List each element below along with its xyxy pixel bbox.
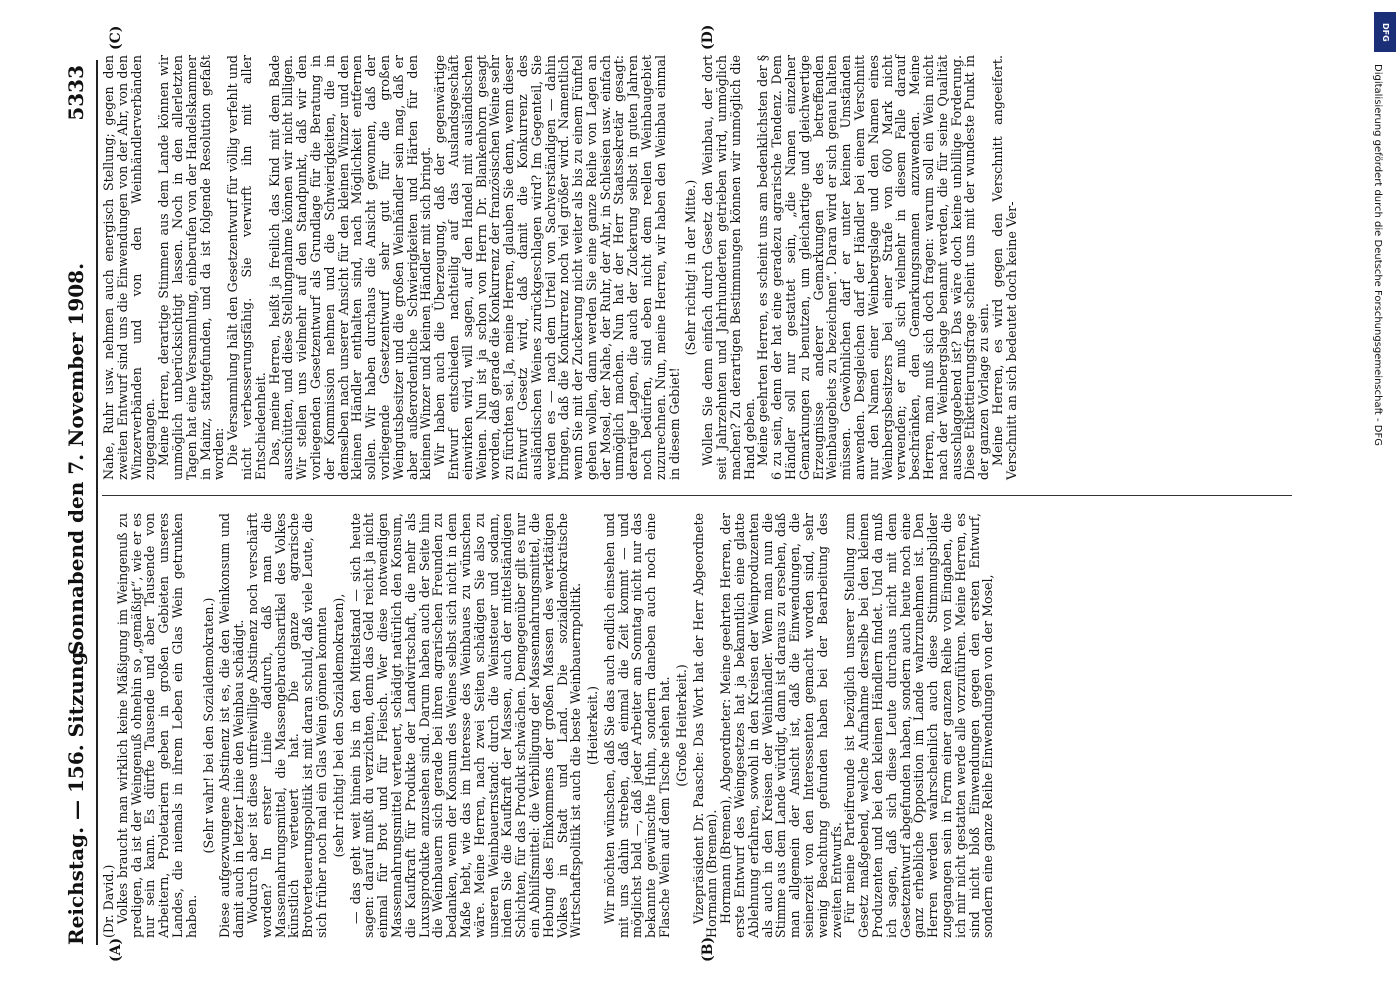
paragraph: (Dr. David.) [101,864,116,938]
digitization-footer [1372,4,1400,994]
margin-mark-c: (C) [108,25,124,50]
page-number: 5333 [64,65,88,121]
paragraph: Volkes braucht man wirklich keine Mäßigung im Weingenuß zu predigen, da ist der Weingenuß ohnehin so „gemäßigt“, wie er es nur sein kann. Es dürfte Tausende und aber Tausende von Arbeitern, Proletariern geben in großen Gebieten unseres Landes, die niemals in ihrem Leben ein Glas Wein getrunken haben. [114,513,199,938]
paragraph: Hormann (Bremen), Abgeordneter: Meine geehrten Herren, der erste Entwurf des Weingesetzes hat ja bekanntlich eine glatte Ablehnung erfahren, sowohl in den Kreisen der Weinproduzenten als auch in den Kreisen der Weinhändler. Wenn man nun die Stimme aus dem Lande würdigt, dann ist daraus zu ersehen, daß man allgemein der Ansicht ist, daß die Einwendungen, die seinerzeit von den Interessenten gemacht worden sind, sehr wenig Beachtung gefunden haben bei der Bearbeitung des zweiten Entwurfs. [718,513,844,938]
paragraph: Wodurch aber ist diese unfreiwillige Abstinenz noch verschärft worden? In erster Linie dadurch, daß man die Massennahrungsmittel, die Massengebrauchsartikel des Volkes künstlich verteuert hat. Die ganze agrarische Brotverteuerungspolitik ist mit daran schuld, daß viele Leute, die sich früher noch mal ein Glas Wein gönnen konnten [244,513,329,938]
interjection: (Große Heiterkeit.) [673,664,689,787]
header-left: Reichstag. — 156. Sitzung. [64,644,88,945]
margin-mark-a: (A) [108,937,124,962]
header-center: Sonnabend den 7. November 1908. [64,262,88,655]
margin-mark-b: (B) [700,936,716,962]
page-header [60,65,94,945]
margin-mark-d: (D) [700,24,716,50]
paragraph: Für meine Parteifreunde ist bezüglich unserer Stellung zum Gesetz maßgebend, welche Aufnahme derselbe bei den kleinen Produzenten und bei den kleinen Händlern findet. Und da muß ich sagen, daß sich diese Leute durchaus nicht mit dem Gesetzentwurf abgefunden haben, sondern auch heute noch eine ganz erhebliche Opposition im Lande wahrzunehmen ist. Den Herren werden wahrscheinlich auch diese Stimmungsbilder zugegangen sein in Form einer ganzen Reihe von Eingaben, die ich mir nicht gestatten werde alle vorzuführen. Meine Herren, es sind nicht bloß Einwendungen gegen den ersten Entwurf, sondern eine ganze Reihe Einwendungen von der Mosel, [842,513,996,938]
dfg-logo: DFG [1374,12,1396,52]
paragraph: Wir haben auch die Überzeugung, daß der gegenwärtige Entwurf entschieden nachteilig auf das Auslandsgeschäft einwirken wird, will sagen, auf den Handel mit ausländischen Weinen. Nun ist ja schon von Herrn Dr. Blankenhorn gesagt worden, daß gerade die Konkurrenz der französischen Weine sehr zu fürchten sei. Ja, meine Herren, glauben Sie denn, wenn dieser Entwurf Gesetz wird, daß damit die Konkurrenz des ausländischen Weines zurückgeschlagen wird? Im Gegenteil, Sie werden es — nach dem Urteil von Sachverständigen — dahin bringen, daß die Konkurrenz noch viel größer wird. Namentlich wenn Sie mit der Zuckerung nicht weiter als bis zu einem Fünftel gehen wollen, dann werden Sie eine ganze Reihe von Lagen an der Mosel, der Nahe, der Ruhr, der Ahr, in Schlesien usw. einfach unmöglich machen. Nun hat der Herr Staatssekretär gesagt: derartige Lagen, die auch der Zuckerung selbst in guten Jahren noch bedürfen, sind eben nicht dem reellen Weinbaugebiet zuzurechnen. Nun, meine Herren, wir haben den Weinbau einmal in diesem Gebiet! [432,55,682,480]
interjection: (Heiterkeit.) [585,686,601,765]
paragraph: Vizepräsident Dr. Paasche: Das Wort hat der Herr Abgeordnete Hormann (Bremen). [690,513,720,938]
paragraph: Meine geehrten Herren, es scheint uns am bedenklichsten der § 6 zu sein, denn der hat eine geradezu agrarische Tendenz. Dem Händler soll nur gestattet sein, „die Namen einzelner Gemarkungen zu benutzen, um gleichartige und gleichwertige Erzeugnisse anderer Gemarkungen des betreffenden Weinbaugebiets zu bezeichnen“. Daran wird er sich genau halten müssen. Gewöhnlichen darf er unter keinen Umständen anwenden. Desgleichen darf der Händler bei einem Verschnitt nur den Namen einer Weinbergslage und den Namen eines Weinbergsbesitzers bei einer Strafe von 600 Mark nicht verwenden; er muß sich vielmehr in diesem Falle darauf beschränken, den Gemarkungsnamen anzuwenden. Meine Herren, man muß sich doch fragen: warum soll ein Wein nicht nach der Weinbergslage benannt werden, die für seine Qualität ausschlaggebend ist? Das wäre doch keine unbillige Forderung. Diese Etikettierungsfrage scheint uns mit der wundeste Punkt in der ganzen Vorlage zu sein. [755,55,992,480]
paragraph: Wir möchten wünschen, daß Sie das auch endlich einsehen und mit uns dahin streben, daß einmal die Zeit kommt — und möglichst bald —, daß jeder Arbeiter am Sonntag nicht nur das bekannte gewünschte Huhn, sondern daneben auch noch eine Flasche Wein auf dem Tische stehen hat. [601,513,673,938]
paragraph: Meine Herren, es wird gegen den Verschnitt angeeifert. Verschnitt an sich bedeutet doch keine Ver- [990,55,1019,480]
interjection: (Sehr wahr! bei den Sozialdemokraten.) [200,597,216,854]
paragraph: Das, meine Herren, heißt ja freilich das Kind mit dem Bade ausschütten, und diese Stellungnahme können wir nicht billigen. Wir stellen uns vielmehr auf den Standpunkt, daß wir den vorliegenden Gesetzentwurf als Grundlage für die Beratung in der Kommission nehmen und die Schwierigkeiten, die in demselben nach unserer Ansicht für den kleinen Winzer und den kleinen Händler enthalten sind, nach Möglichkeit entfernen sollen. Wir haben durchaus die Ansicht gewonnen, daß der vorliegende Gesetzentwurf sehr gut für die großen Weingutsbesitzer und die großen Weinhändler sein mag, daß er aber außerordentliche Schwierigkeiten und Härten für den kleinen Winzer und kleinen Händler mit sich bringt. [266,55,434,480]
left-column [102,513,1292,938]
paragraph: Meine Herren, derartige Stimmen aus dem Lande können wir unmöglich unberücksichtigt lassen. Noch in den allerletzten Tagen hat eine Versammlung, einberufen von der Handelskammer in Mainz, stattgefunden, und da ist folgende Resolution gefaßt worden: [156,55,227,480]
right-column [102,55,1292,480]
paragraph: — das geht weit hinein bis in den Mittelstand — sich heute sagen: darauf mußt du verzichten, denn das Geld reicht ja nicht einmal für Brot und für Fleisch. Wer diese notwendigen Massennahrungsmittel verteuert, schädigt natürlich den Konsum, die Kaufkraft für Produkte der Landwirtschaft, die mehr als Luxusprodukte anzusehen sind. Darum haben auch der Seite hin die Weinbauern sich gerade bei ihren agrarischen Freunden zu bedanken, wenn der Konsum des Weines selbst sich nicht in dem Maße hebt, wie das im Interesse des Weinbaues zu wünschen wäre. Meine Herren, nach zwei Seiten schädigen Sie also zu unseren Weinbauernstand: durch die Weinsteuer und sodann, indem Sie die Kaufkraft der Massen, auch der mittelständigen Schichten, für das Produkt schwächen. Demgegenüber gilt es nur ein Abhilfsmittel: die Verbilligung der Massennahrungsmittel, die Hebung des Einkommens der großen Massen des werktätigen Volkes in Stadt und Land. Die sozialdemokratische Wirtschaftspolitik ist auch die beste Weinbauernpolitik. [347,513,584,938]
paragraph: Wollen Sie denn einfach durch Gesetz den Weinbau, der dort seit Jahrzehnten und Jahrhunderten getrieben wird, unmöglich machen? Zu derartigen Bestimmungen können wir unmöglich die Hand geben. [700,55,757,480]
paragraph: Nahe, Ruhr usw. nehmen auch energisch Stellung; gegen den zweiten Entwurf sind uns die Einwendungen von der Ahr, von den Winzerverbänden und von den Weinhändlerverbänden zugegangen. [101,55,158,480]
interjection: (sehr richtig! bei den Sozialdemokraten), [330,593,346,858]
interjection: (Sehr richtig! in der Mitte.) [683,179,699,356]
paragraph: Die Versammlung hält den Gesetzentwurf für völlig verfehlt und nicht verbesserungsfähig. Sie verwirft ihn mit aller Entschiedenheit. [225,55,268,480]
digitization-credit: Digitalisierung gefördert durch die Deutsche Forschungsgemeinschaft - DFG [1372,64,1383,447]
paragraph: Diese aufgezwungene Abstinenz ist es, die den Weinkonsum und damit auch in letzter Linie den Weinbau schädigt. [217,513,247,938]
header-rule [96,60,98,945]
column-divider [102,495,1292,496]
